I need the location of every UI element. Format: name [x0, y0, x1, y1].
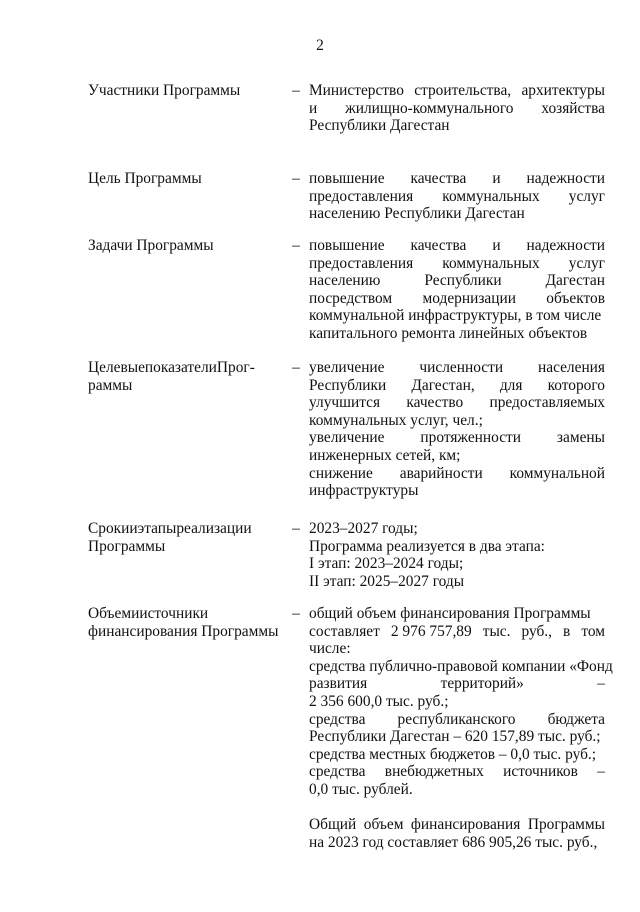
dash: – — [292, 359, 300, 376]
dash: – — [292, 170, 300, 187]
label-tasks: Задачи Программы — [88, 237, 214, 254]
value-indicators: увеличение численности населения Республики Дагестан, для которого улучшится качество предоставляемых коммунальных услуг, чел.; увеличение протяженности замены инженерных сетей, км; снижение аварийности коммунальной инфраструктуры — [309, 359, 605, 500]
label-funding: Объемиисточники финансирования Программы — [88, 605, 279, 640]
label-participants: Участники Программы — [88, 82, 241, 99]
dash: – — [292, 520, 300, 537]
label-goal: Цель Программы — [88, 170, 202, 187]
dash: – — [292, 605, 300, 622]
value-terms: 2023–2027 годы; Программа реализуется в два этапа: I этап: 2023–2024 годы; II этап: 2025–2027 годы — [309, 520, 545, 590]
dash: – — [292, 82, 300, 99]
label-terms: Срокииэтапыреализации Программы — [88, 520, 252, 555]
value-tasks: повышение качества и надежности предоставления коммунальных услуг населению Республики Дагестан посредством модернизации объектов коммунальной инфраструктуры, в том числе капитального ремонта линейных объектов — [309, 237, 605, 342]
page-number: 2 — [316, 37, 324, 54]
value-funding: общий объем финансирования Программы составляет 2 976 757,89 тыс. руб., в том числе: средства публично-правовой компании «Фонд развития территорий» – 2 356 600,0 тыс. руб.; средства республиканского бюджета Республики Дагестан – 620 157,89 тыс. руб.; средства местных бюджетов – 0,0 тыс. руб.; средства внебюджетных источников – 0,0 тыс. рублей. Общий объем финансирования Программы на 2023 год составляет 686 905,26 тыс. руб., — [309, 605, 613, 851]
dash: – — [292, 237, 300, 254]
value-goal: повышение качества и надежности предоставления коммунальных услуг населению Республики Дагестан — [309, 170, 605, 223]
label-indicators: ЦелевыепоказателиПрог- раммы — [88, 359, 255, 394]
value-participants: Министерство строительства, архитектуры и жилищно-коммунального хозяйства Республики Дагестан — [309, 82, 605, 135]
